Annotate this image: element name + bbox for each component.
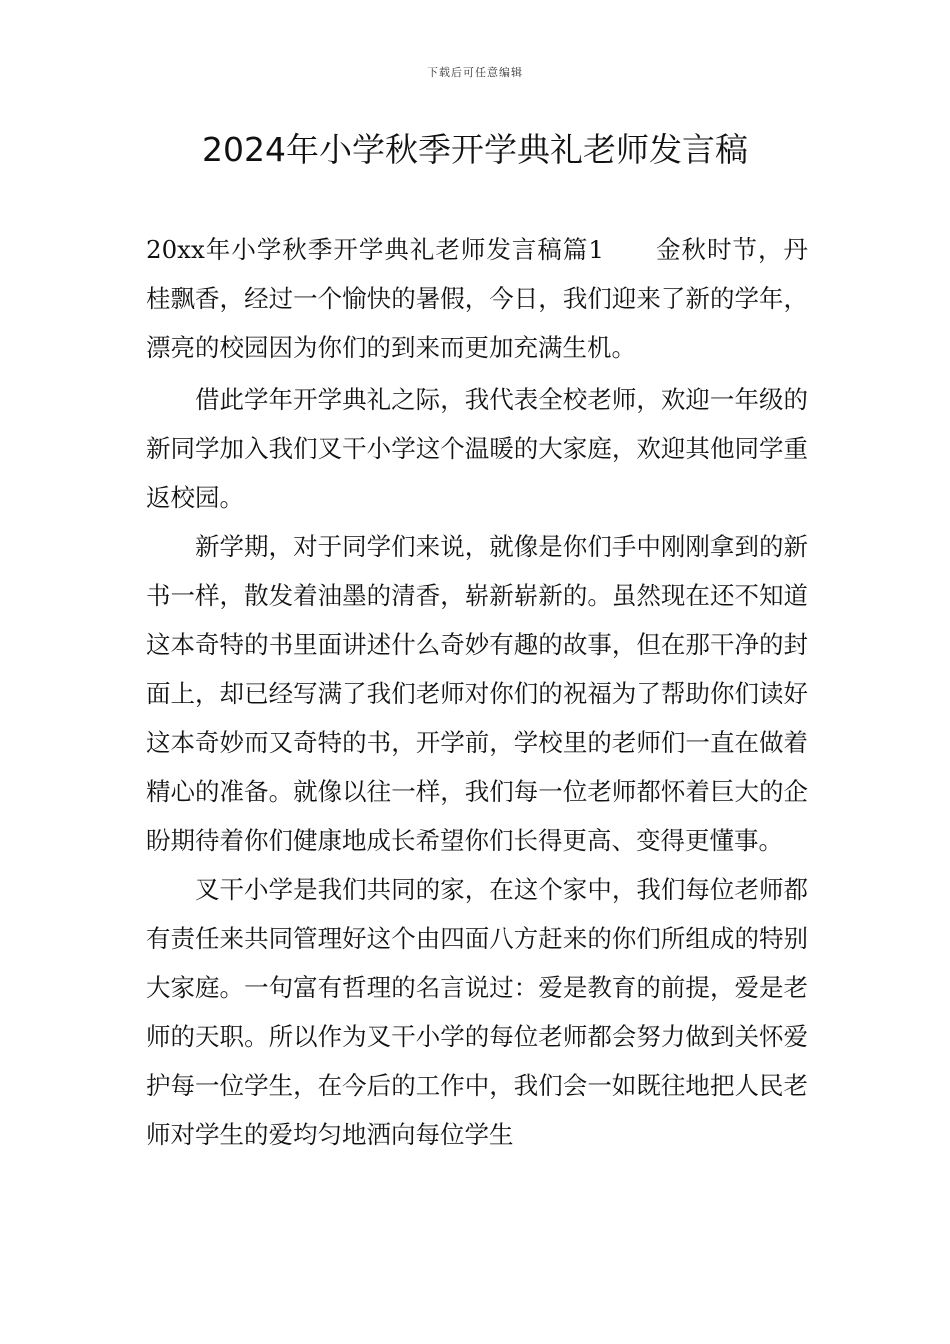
paragraph-1: 20xx年小学秋季开学典礼老师发言稿篇1 金秋时节，丹桂飘香，经过一个愉快的暑假，今日，我们迎来了新的学年，漂亮的校园因为你们的到来而更加充满生机。 [146,235,808,362]
document-body [146,225,808,1159]
paragraph-2: 借此学年开学典礼之际，我代表全校老师，欢迎一年级的新同学加入我们叉干小学这个温暖的大家庭，欢迎其他同学重返校园。 [146,385,808,512]
paragraph-4: 叉干小学是我们共同的家，在这个家中，我们每位老师都有责任来共同管理好这个由四面八方赶来的你们所组成的特别大家庭。一句富有哲理的名言说过：爱是教育的前提，爱是老师的天职。所以作为叉干小学的每位老师都会努力做到关怀爱护每一位学生，在今后的工作中，我们会一如既往地把人民老师对学生的爱均匀地洒向每位学生 [146,875,808,1149]
header-note: 下载后可任意编辑 [427,66,523,79]
document-title: 2024年小学秋季开学典礼老师发言稿 [202,130,748,169]
paragraph-3: 新学期，对于同学们来说，就像是你们手中刚刚拿到的新书一样，散发着油墨的清香，崭新崭新的。虽然现在还不知道这本奇特的书里面讲述什么奇妙有趣的故事，但在那干净的封面上，却已经写满了我们老师对你们的祝福为了帮助你们读好这本奇妙而又奇特的书，开学前，学校里的老师们一直在做着精心的准备。就像以往一样，我们每一位老师都怀着巨大的企盼期待着你们健康地成长希望你们长得更高、变得更懂事。 [146,532,808,855]
